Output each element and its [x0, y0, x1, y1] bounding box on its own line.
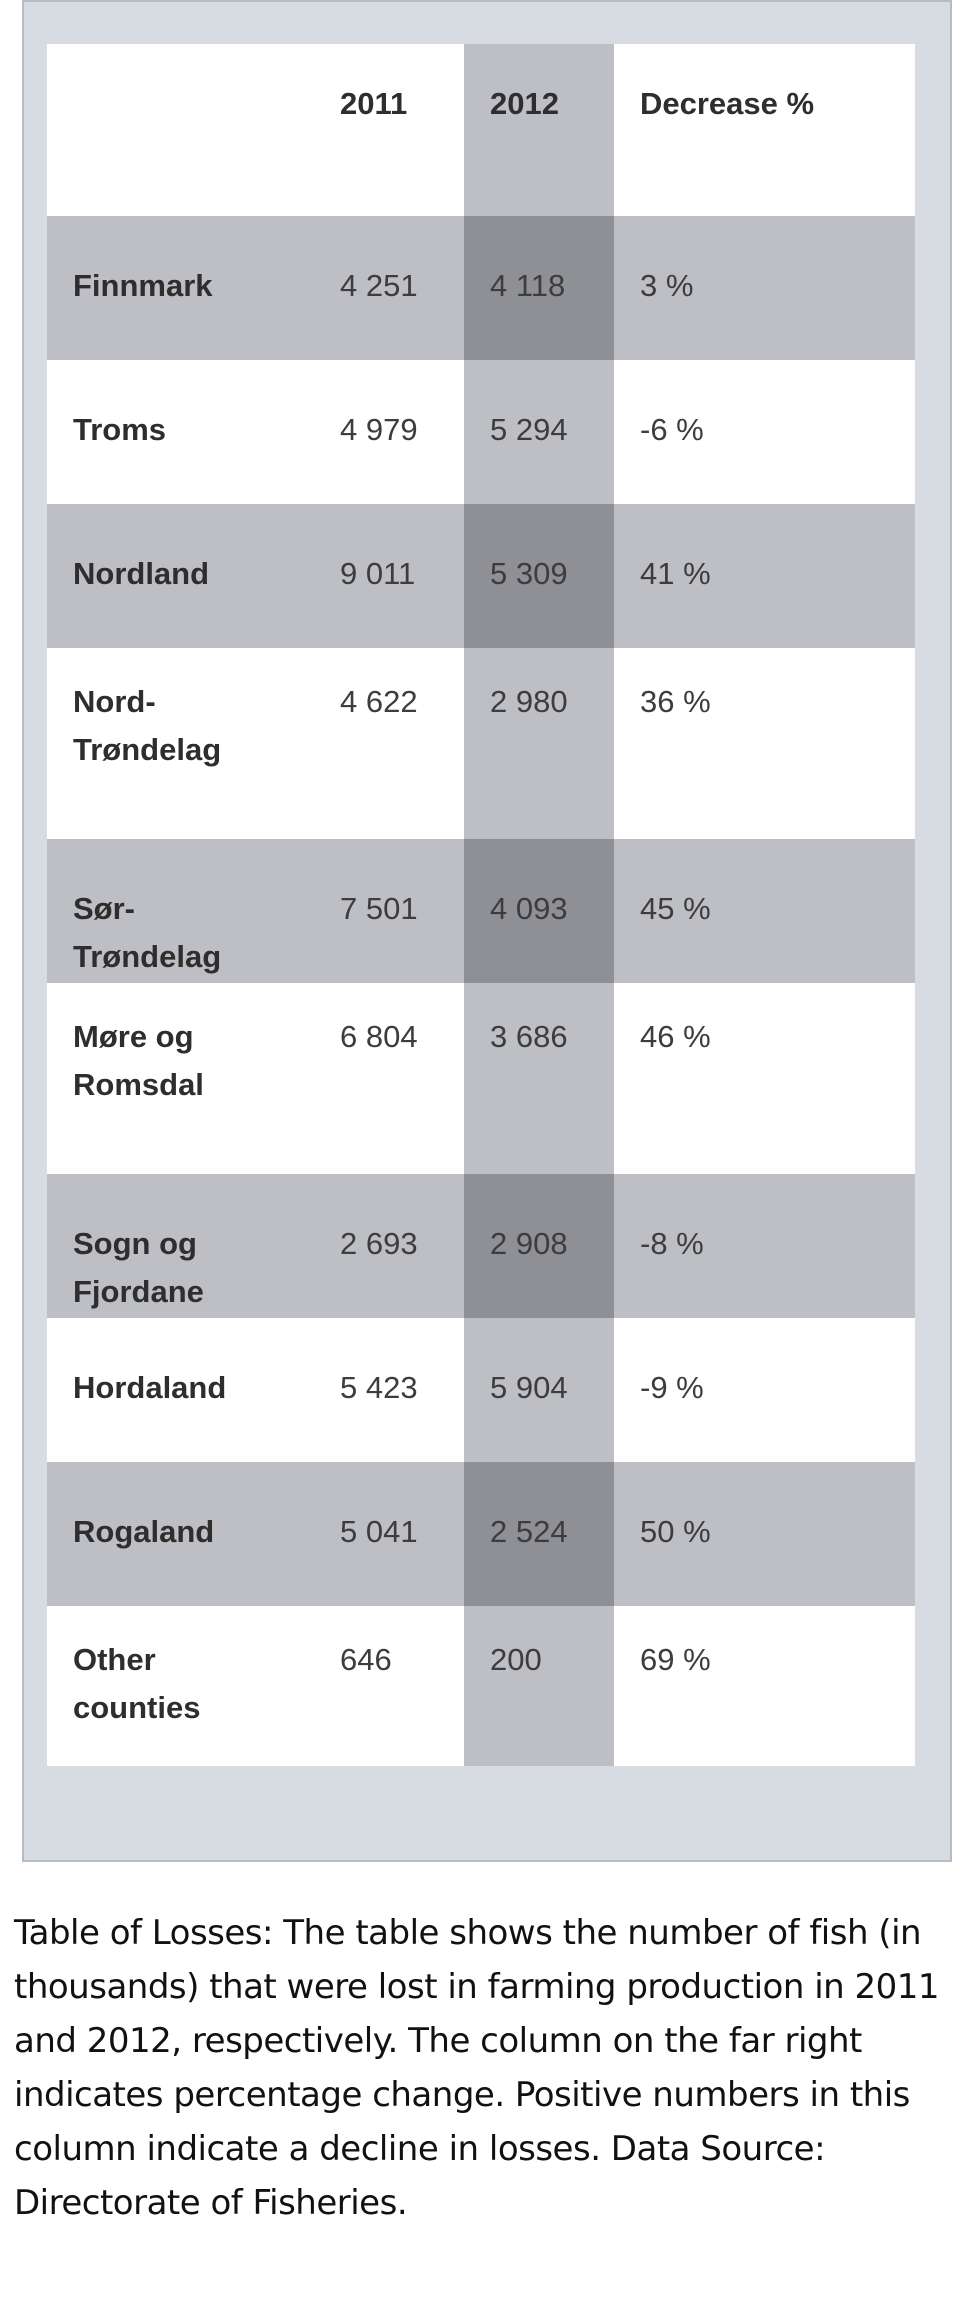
value-2011-cell: 5 423: [314, 1318, 464, 1462]
table-row: [47, 1174, 915, 1318]
region-cell: Sogn og Fjordane: [47, 1174, 314, 1318]
region-cell: Nord-Trøndelag: [47, 648, 314, 839]
table-row: [47, 216, 915, 360]
header-decrease: Decrease %: [614, 44, 915, 216]
table-caption: Table of Losses: The table shows the number of fish (in thousands) that were lost in farming production in 2011 and 2012, respectively. The column on the far right indicates percentage change. Positive numbers in this column indicate a decline in losses. Data Source: Directorate of Fisheries.: [14, 1913, 940, 2223]
value-2011-cell: 2 693: [314, 1174, 464, 1318]
header-2012: 2012: [464, 44, 614, 216]
decrease-cell: 36 %: [614, 648, 915, 839]
value-2012-cell: 2 908: [464, 1174, 614, 1318]
table-row: [47, 504, 915, 648]
decrease-cell: 41 %: [614, 504, 915, 648]
region-cell: Troms: [47, 360, 314, 504]
region-cell: Sør-Trøndelag: [47, 839, 314, 983]
value-2012-cell: 4 118: [464, 216, 614, 360]
table-row: [47, 1318, 915, 1462]
losses-table: [47, 44, 915, 1766]
table-row: [47, 1606, 915, 1766]
value-2011-cell: 9 011: [314, 504, 464, 648]
value-2011-cell: 7 501: [314, 839, 464, 983]
value-2012-cell: 5 904: [464, 1318, 614, 1462]
decrease-cell: -9 %: [614, 1318, 915, 1462]
table-row: [47, 648, 915, 839]
region-cell: Nordland: [47, 504, 314, 648]
region-cell: Hordaland: [47, 1318, 314, 1462]
value-2012-cell: 2 524: [464, 1462, 614, 1606]
decrease-cell: 45 %: [614, 839, 915, 983]
value-2012-cell: 200: [464, 1606, 614, 1766]
header-2011: 2011: [314, 44, 464, 216]
decrease-cell: 3 %: [614, 216, 915, 360]
table-row: [47, 839, 915, 983]
value-2011-cell: 6 804: [314, 983, 464, 1174]
value-2011-cell: 4 979: [314, 360, 464, 504]
table-header-row: [47, 44, 915, 216]
value-2012-cell: 5 309: [464, 504, 614, 648]
table-row: [47, 360, 915, 504]
region-cell: Rogaland: [47, 1462, 314, 1606]
decrease-cell: -8 %: [614, 1174, 915, 1318]
value-2012-cell: 3 686: [464, 983, 614, 1174]
decrease-cell: -6 %: [614, 360, 915, 504]
region-cell: Finnmark: [47, 216, 314, 360]
value-2011-cell: 4 622: [314, 648, 464, 839]
value-2012-cell: 2 980: [464, 648, 614, 839]
decrease-cell: 46 %: [614, 983, 915, 1174]
decrease-cell: 69 %: [614, 1606, 915, 1766]
header-region: [47, 44, 314, 216]
region-cell: Other counties: [47, 1606, 314, 1766]
value-2012-cell: 4 093: [464, 839, 614, 983]
region-cell: Møre og Romsdal: [47, 983, 314, 1174]
value-2011-cell: 4 251: [314, 216, 464, 360]
table-row: [47, 1462, 915, 1606]
value-2011-cell: 646: [314, 1606, 464, 1766]
value-2012-cell: 5 294: [464, 360, 614, 504]
table-row: [47, 983, 915, 1174]
value-2011-cell: 5 041: [314, 1462, 464, 1606]
decrease-cell: 50 %: [614, 1462, 915, 1606]
